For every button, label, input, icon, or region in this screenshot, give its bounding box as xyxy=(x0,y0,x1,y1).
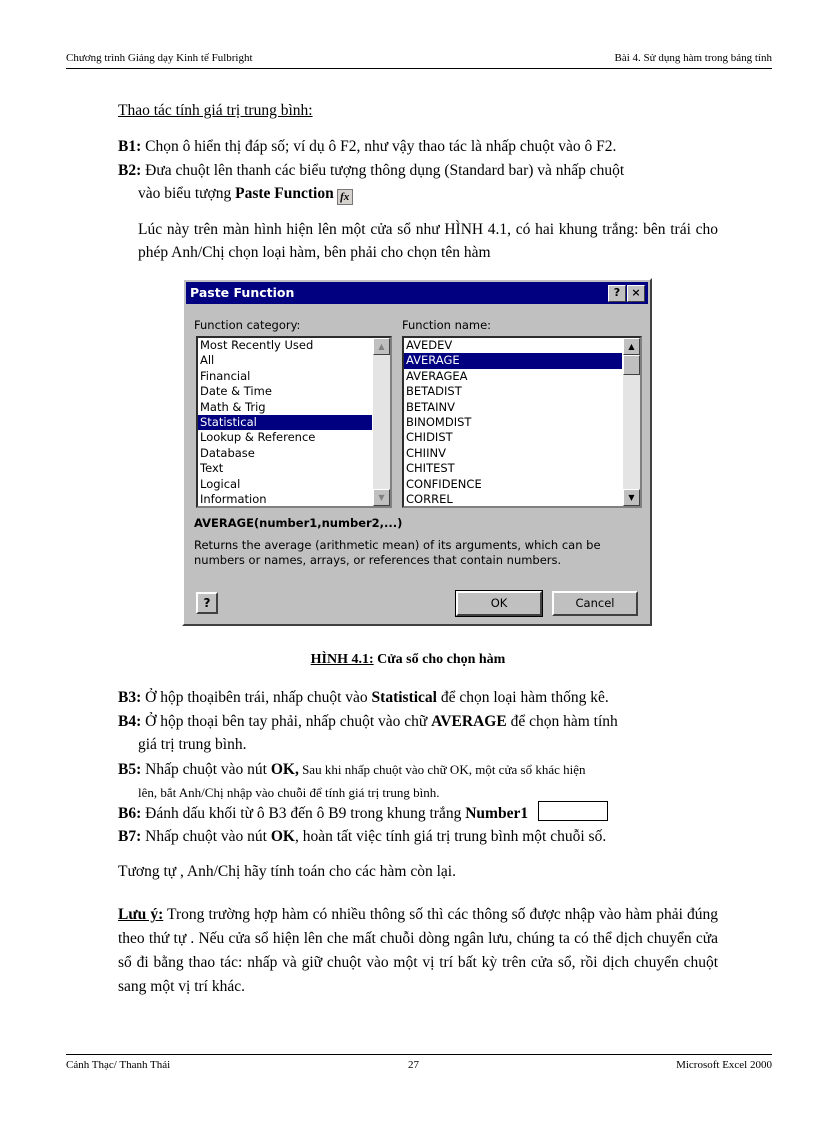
step-bold: Number1 xyxy=(465,805,529,822)
step-text: Chọn ô hiển thị đáp số; ví dụ ô F2, như vậy thao tác là nhấp chuột vào ô F2. xyxy=(141,138,617,155)
function-list-item[interactable]: AVERAGEA xyxy=(406,368,468,383)
function-list-item[interactable]: AVEDEV xyxy=(406,338,453,352)
category-list-item[interactable]: Statistical xyxy=(198,415,372,430)
note-text: Trong trường hợp hàm có nhiều thông số thì các thông số được nhập vào hàm phải đúng theo thứ tự . Nếu cửa sổ hiện lên che mất chuỗi dòng ngân lưu, chúng ta có thể dịch chuyển cửa sổ đi bằng thao tác: nhấp và giữ chuột vào một vị trí bất kỳ trên cửa sổ, rồi dịch chuyển chuột sang một vị trí khác. xyxy=(118,906,718,995)
step-text: để chọn hàm tính xyxy=(506,713,618,730)
function-list-item[interactable]: BETAINV xyxy=(406,399,456,414)
dialog-titlebar[interactable] xyxy=(186,282,648,304)
scroll-up-icon[interactable]: ▲ xyxy=(373,338,390,355)
step-text: Nhấp chuột vào nút xyxy=(141,828,271,845)
category-list-item[interactable]: Lookup & Reference xyxy=(200,430,316,445)
note-label: Lưu ý: xyxy=(118,906,164,923)
step-label: B3: xyxy=(118,689,142,706)
function-name-label: Function name: xyxy=(402,318,492,332)
category-list-item[interactable]: All xyxy=(200,353,215,368)
category-list-item[interactable]: Information xyxy=(200,491,267,506)
page-number: 27 xyxy=(408,1059,419,1071)
step-b5 xyxy=(118,758,718,804)
step-bold: Statistical xyxy=(371,689,437,706)
function-list-item[interactable]: CORREL xyxy=(406,491,453,506)
category-list-item[interactable]: Date & Time xyxy=(200,384,272,399)
figure-caption xyxy=(0,652,816,668)
caption-text: Cửa sổ cho chọn hàm xyxy=(373,652,506,667)
category-list-item[interactable]: Most Recently Used xyxy=(200,338,314,352)
function-list-item[interactable]: CHITEST xyxy=(406,461,455,476)
footer-product: Microsoft Excel 2000 xyxy=(676,1059,772,1071)
step-b3 xyxy=(118,686,718,709)
similar-paragraph: Tương tự , Anh/Chị hãy tính toán cho các hàm còn lại. xyxy=(118,863,456,880)
function-description: Returns the average (arithmetic mean) of its arguments, which can be numbers or names, arrays, or references that contain numbers. xyxy=(194,538,601,567)
close-button[interactable]: × xyxy=(627,285,645,302)
step-label: B4: xyxy=(118,713,142,730)
function-list-item[interactable]: BINOMDIST xyxy=(406,414,472,429)
scroll-down-icon[interactable]: ▼ xyxy=(623,489,640,506)
header-right: Bài 4. Sử dụng hàm trong bảng tính xyxy=(614,52,772,64)
step-label: B1: xyxy=(118,138,142,155)
paste-function-dialog xyxy=(182,278,652,626)
step-bold: OK, xyxy=(270,761,299,778)
function-list-item[interactable]: CHIINV xyxy=(406,445,446,460)
step-text: giá trị trung bình. xyxy=(138,736,247,753)
function-list-item[interactable]: CONFIDENCE xyxy=(406,476,482,491)
step-b4 xyxy=(118,710,718,756)
category-list-item[interactable]: Math & Trig xyxy=(200,399,266,414)
help-title-button[interactable]: ? xyxy=(608,285,626,302)
scroll-down-icon[interactable]: ▼ xyxy=(373,489,390,506)
paste-function-label: Paste Function xyxy=(235,185,334,202)
number1-input-box xyxy=(538,801,608,821)
scroll-up-icon[interactable]: ▲ xyxy=(623,338,640,355)
category-list-item[interactable]: Database xyxy=(200,445,255,460)
ok-button[interactable]: OK xyxy=(456,591,542,616)
step-b6 xyxy=(118,801,718,825)
header-left: Chương trình Giảng dạy Kinh tế Fulbright xyxy=(66,52,253,64)
function-list-item[interactable]: BETADIST xyxy=(406,384,462,399)
step-bold: AVERAGE xyxy=(431,713,507,730)
category-list-item[interactable]: Text xyxy=(200,461,224,476)
paste-function-icon: fx xyxy=(337,189,353,205)
step-text: Đánh dấu khối từ ô B3 đến ô B9 trong khung trắng xyxy=(141,805,466,822)
step-text: để chọn loại hàm thống kê. xyxy=(436,689,609,706)
intro-paragraph: Lúc này trên màn hình hiện lên một cửa sổ như HÌNH 4.1, có hai khung trắng: bên trái cho phép Anh/Chị chọn loại hàm, bên phải cho chọn tên hàm xyxy=(138,221,718,261)
header-rule xyxy=(66,68,772,69)
function-list-item[interactable]: AVERAGE xyxy=(404,353,622,368)
function-name-list[interactable] xyxy=(402,336,642,508)
section-heading: Thao tác tính giá trị trung bình: xyxy=(118,102,313,119)
function-category-list[interactable] xyxy=(196,336,392,508)
dialog-title: Paste Function xyxy=(190,285,295,300)
step-b1 xyxy=(118,135,718,158)
category-list-item[interactable]: Financial xyxy=(200,368,251,383)
step-b7 xyxy=(118,825,718,848)
footer-rule xyxy=(66,1054,772,1055)
function-scrollbar[interactable] xyxy=(623,338,640,506)
step-label: B2: xyxy=(118,162,142,179)
category-scrollbar[interactable] xyxy=(373,338,390,506)
office-assistant-help-button[interactable]: ? xyxy=(196,592,218,614)
step-text: Nhấp chuột vào nút xyxy=(141,761,271,778)
scroll-thumb[interactable] xyxy=(623,355,640,375)
category-list-item[interactable]: Logical xyxy=(200,476,241,491)
function-list-item[interactable]: CHIDIST xyxy=(406,430,453,445)
step-bold: OK xyxy=(270,828,295,845)
step-text: Sau khi nhấp chuột vào chữ OK, một cửa sổ khác hiện xyxy=(298,762,586,777)
caption-label: HÌNH 4.1: xyxy=(310,652,374,667)
step-text: Ở hộp thoại bên tay phải, nhấp chuột vào chữ xyxy=(141,713,432,730)
footer-author: Cảnh Thạc/ Thanh Thái xyxy=(66,1059,171,1071)
step-label: B7: xyxy=(118,828,142,845)
step-text: Ở hộp thoạibên trái, nhấp chuột vào xyxy=(141,689,372,706)
function-syntax: AVERAGE(number1,number2,...) xyxy=(194,516,403,530)
step-label: B6: xyxy=(118,805,142,822)
step-text: vào biểu tượng xyxy=(138,185,236,202)
cancel-button[interactable]: Cancel xyxy=(552,591,638,616)
step-text: lên, bắt Anh/Chị nhập vào chuỗi để tính giá trị trung bình. xyxy=(138,785,440,800)
function-category-label: Function category: xyxy=(194,318,301,332)
step-text: , hoàn tất việc tính giá trị trung bình một chuỗi số. xyxy=(294,828,607,845)
note-paragraph xyxy=(118,903,718,999)
step-label: B5: xyxy=(118,761,142,778)
step-text: Đưa chuột lên thanh các biểu tượng thông dụng (Standard bar) và nhấp chuột xyxy=(141,162,625,179)
step-b2 xyxy=(118,159,718,205)
